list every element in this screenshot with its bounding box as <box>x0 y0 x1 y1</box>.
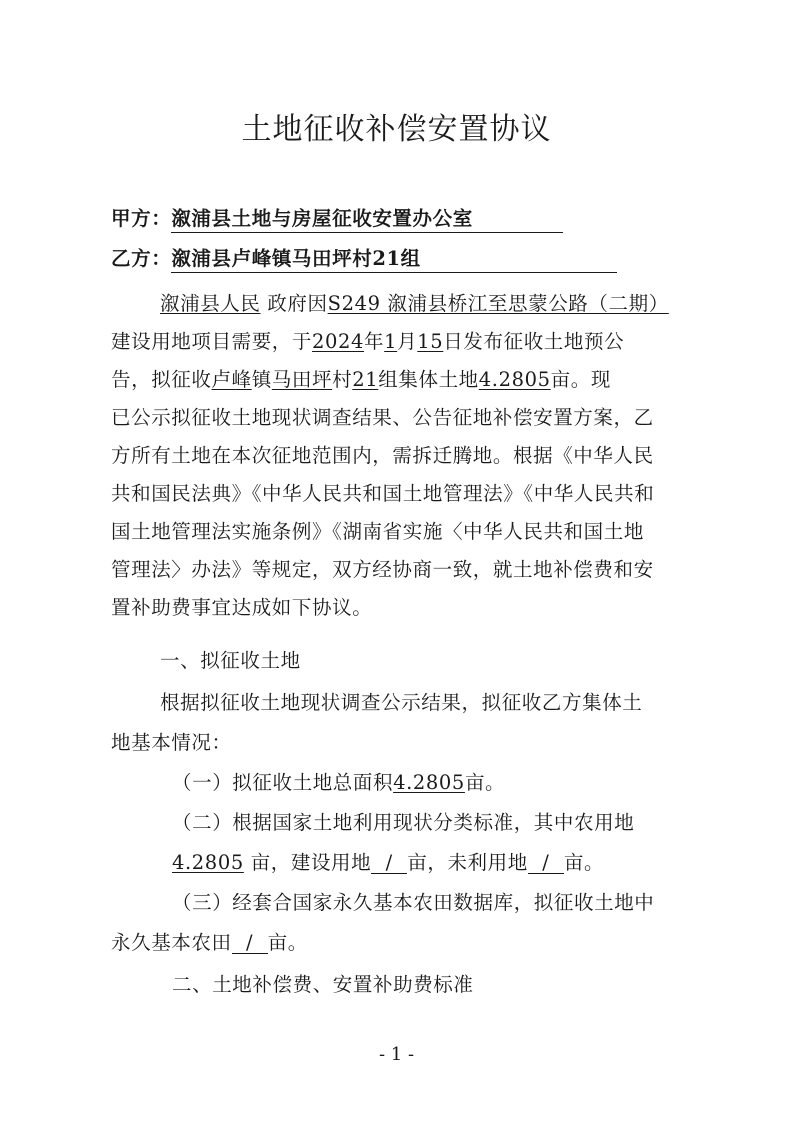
item-text: 亩，未利用地 <box>407 851 528 874</box>
farmland-area-value: 4.2805 <box>172 851 244 874</box>
intro-line-4: 已公示拟征收土地现状调查结果、公告征地补偿安置方案，乙 <box>111 406 654 429</box>
total-area-value: 4.2805 <box>393 771 465 794</box>
intro-text: 村 <box>332 368 353 391</box>
basic-farmland-value: / <box>232 932 268 954</box>
intro-area: 4.2805 <box>478 368 551 391</box>
notice-day: 15 <box>417 330 444 353</box>
intro-line-8: 管理法〉办法》等规定，双方经协商一致，就土地补偿费和安 <box>111 558 654 581</box>
notice-month: 1 <box>384 330 398 353</box>
party-a-value: 溆浦县土地与房屋征收安置办公室 <box>171 203 563 233</box>
intro-text: 建设用地项目需要，于 <box>111 330 313 353</box>
intro-text: 日发布征收土地预公 <box>443 330 625 353</box>
notice-year: 2024 <box>312 330 365 353</box>
party-a-line <box>111 203 691 233</box>
item-text: 亩。 <box>464 771 506 794</box>
section-1-text-line-2: 地基本情况： <box>111 731 232 754</box>
intro-village: 马田坪 <box>271 368 333 391</box>
item-2-line-1: （二）根据国家土地利用现状分类标准，其中农用地 <box>172 811 635 834</box>
item-text: 永久基本农田 <box>111 931 232 954</box>
item-text: 亩。 <box>267 931 308 954</box>
section-1-heading: 一、拟征收土地 <box>160 649 301 672</box>
intro-line-1 <box>160 288 691 316</box>
item-2-line-2 <box>172 847 691 875</box>
party-b-value: 溆浦县卢峰镇马田坪村21组 <box>171 243 617 273</box>
intro-line-5: 方所有土地在本次征地范围内，需拆迁腾地。根据《中华人民 <box>111 444 654 467</box>
party-b-label: 乙方： <box>111 247 172 270</box>
item-3-line-1: （三）经套合国家永久基本农田数据库，拟征收土地中 <box>172 891 655 914</box>
page-number: - 1 - <box>378 1044 415 1065</box>
intro-line-6: 共和国民法典》《中华人民共和国土地管理法》《中华人民共和 <box>111 482 655 505</box>
item-text: 亩。 <box>563 851 605 874</box>
intro-line-9: 置补助费事宜达成如下协议。 <box>111 596 373 619</box>
item-text: 亩，建设用地 <box>243 851 372 874</box>
intro-project-name: S249 溆浦县桥江至思蒙公路（二期） <box>327 292 669 315</box>
intro-line-3 <box>111 364 691 392</box>
intro-county: 溆浦县人民 <box>160 292 261 315</box>
section-2-heading: 二、土地补偿费、安置补助费标准 <box>172 973 474 996</box>
item-text: （一）拟征收土地总面积 <box>172 771 394 794</box>
unused-land-value: / <box>528 852 564 874</box>
section-1-text-line-1: 根据拟征收土地现状调查公示结果，拟征收乙方集体土 <box>160 691 643 714</box>
party-b-line <box>111 243 691 273</box>
intro-line-7: 国土地管理法实施条例》《湖南省实施〈中华人民共和国土地 <box>111 520 644 543</box>
document-title: 土地征收补偿安置协议 <box>241 112 552 147</box>
intro-text: 镇 <box>251 368 272 391</box>
intro-group: 21 <box>352 368 379 391</box>
item-3-line-2 <box>111 927 691 955</box>
intro-line-2 <box>111 326 691 354</box>
item-1-line <box>172 767 691 795</box>
intro-text: 月 <box>397 330 418 353</box>
intro-town: 卢峰 <box>211 368 252 391</box>
intro-text: 组集体土地 <box>378 368 479 391</box>
intro-text: 年 <box>364 330 385 353</box>
intro-text: 告，拟征收 <box>111 368 212 391</box>
intro-text: 政府因 <box>260 292 328 315</box>
intro-text: 亩。现 <box>550 368 611 391</box>
party-a-label: 甲方： <box>111 207 172 230</box>
construction-land-value: / <box>371 852 407 874</box>
